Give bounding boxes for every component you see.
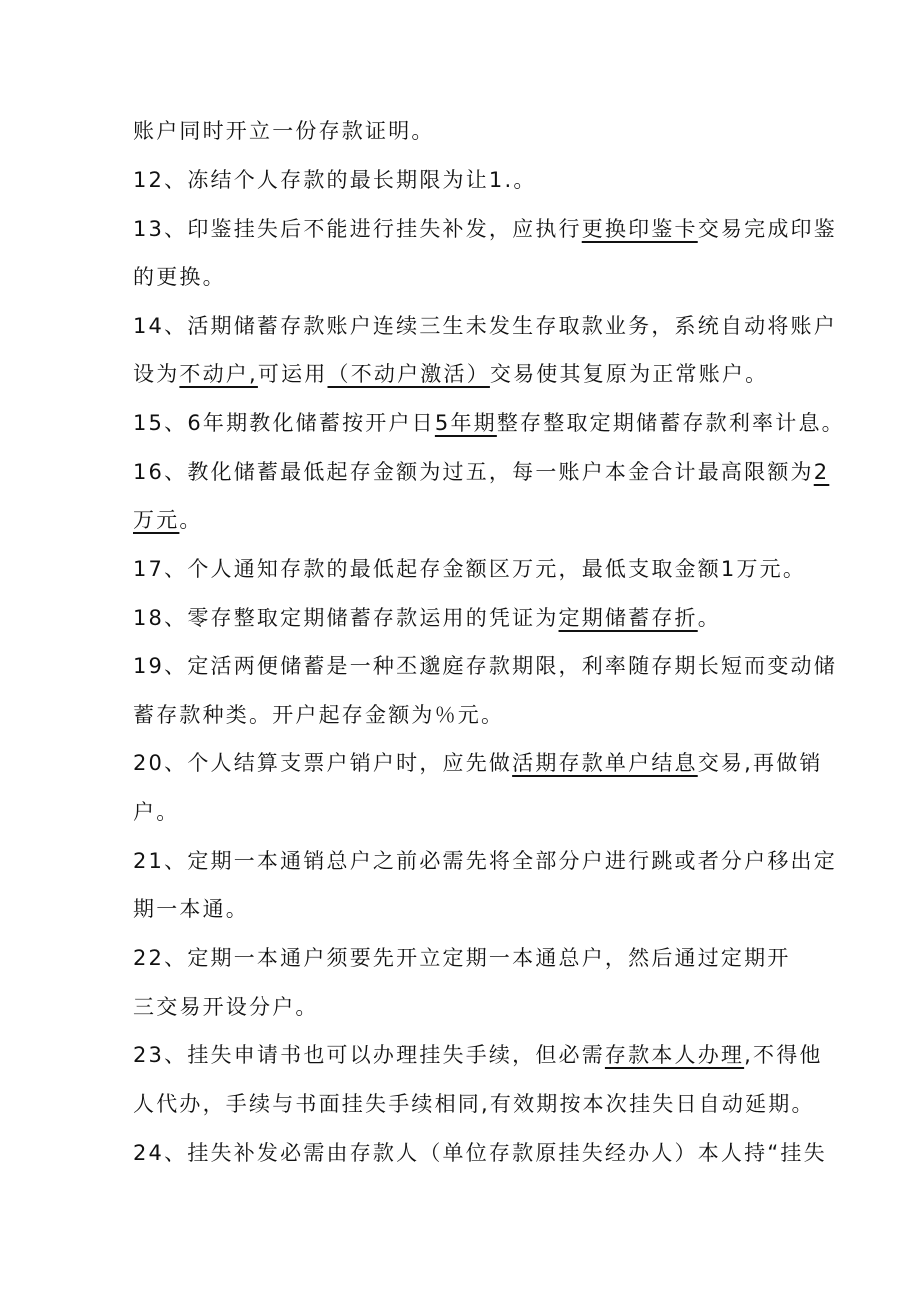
text-line bbox=[133, 795, 793, 829]
text-segment: 户。 bbox=[133, 800, 180, 824]
text-segment: 23、挂失申请书也可以办理挂失手续，但必需 bbox=[133, 1043, 605, 1067]
text-line bbox=[133, 260, 793, 294]
text-segment: 期一本通。 bbox=[133, 897, 249, 921]
underlined-answer: 万元 bbox=[133, 508, 180, 532]
text-segment: 交易使其复原为正常账户。 bbox=[489, 362, 769, 386]
text-segment: 15、6年期教化储蓄按开户日 bbox=[133, 411, 435, 435]
text-line bbox=[133, 114, 793, 148]
underlined-answer: 定期储蓄存折 bbox=[558, 606, 698, 630]
text-segment: 蓄存款种类。开户起存金额为％元。 bbox=[133, 703, 505, 727]
text-line bbox=[133, 746, 823, 780]
text-segment: 人代办，手续与书面挂失手续相同,有效期按本次挂失日自动延期。 bbox=[133, 1092, 815, 1116]
text-line bbox=[133, 1136, 827, 1170]
text-line bbox=[133, 990, 793, 1024]
text-segment: 21、定期一本通销总户之前必需先将全部分户进行跳或者分户移出定 bbox=[133, 849, 837, 873]
text-line bbox=[133, 212, 837, 246]
text-line bbox=[133, 163, 793, 197]
text-line bbox=[133, 357, 793, 391]
text-line bbox=[133, 309, 837, 343]
text-line bbox=[133, 503, 793, 537]
underlined-answer: 存款本人办理 bbox=[604, 1043, 745, 1067]
text-segment: 18、零存整取定期储蓄存款运用的凭证为 bbox=[133, 606, 559, 630]
text-line bbox=[133, 1087, 815, 1121]
text-segment: 12、冻结个人存款的最长期限为让1.。 bbox=[133, 168, 537, 192]
text-segment: 。 bbox=[179, 508, 203, 532]
text-segment: 14、活期储蓄存款账户连续三生未发生存取款业务，系统自动将账户 bbox=[133, 314, 837, 338]
text-segment: 的更换。 bbox=[133, 265, 226, 289]
underlined-answer: 不动户, bbox=[179, 362, 258, 386]
text-segment: ,不得他 bbox=[744, 1043, 823, 1067]
underlined-answer: 更换印鉴卡 bbox=[581, 217, 698, 241]
underlined-answer: （不动户激活） bbox=[327, 362, 490, 386]
text-segment: 13、印鉴挂失后不能进行挂失补发，应执行 bbox=[133, 217, 582, 241]
text-segment: 可运用 bbox=[257, 362, 328, 386]
text-line bbox=[133, 698, 793, 732]
text-line bbox=[133, 455, 830, 489]
text-segment: 20、个人结算支票户销户时，应先做 bbox=[133, 751, 513, 775]
underlined-answer: 活期存款单户结息 bbox=[512, 751, 698, 775]
text-line bbox=[133, 649, 837, 683]
text-line bbox=[133, 406, 845, 440]
underlined-answer: 5年期 bbox=[434, 411, 497, 435]
text-segment: 。 bbox=[697, 606, 721, 630]
text-line bbox=[133, 1038, 823, 1072]
text-line bbox=[133, 552, 807, 586]
text-segment: 24、挂失补发必需由存款人（单位存款原挂失经办人）本人持“挂失 bbox=[133, 1141, 827, 1165]
text-segment: 17、个人通知存款的最低起存金额区万元，最低支取金额1万元。 bbox=[133, 557, 807, 581]
text-segment: 交易完成印鉴 bbox=[697, 217, 837, 241]
text-line bbox=[133, 892, 793, 926]
text-segment: 16、教化储蓄最低起存金额为过五，每一账户本金合计最高限额为 bbox=[133, 460, 814, 484]
text-segment: 交易,再做销 bbox=[697, 751, 823, 775]
text-segment: 22、定期一本通户须要先开立定期一本通总户，然后通过定期开 bbox=[133, 946, 791, 970]
text-segment: 三交易开设分户。 bbox=[133, 995, 319, 1019]
underlined-answer: 2 bbox=[813, 460, 830, 484]
text-segment: 19、定活两便储蓄是一种丕邈庭存款期限，利率随存期长短而变动储 bbox=[133, 654, 837, 678]
text-line bbox=[133, 844, 837, 878]
text-segment: 账户同时开立一份存款证明。 bbox=[133, 119, 435, 143]
text-line bbox=[133, 601, 793, 635]
text-segment: 整存整取定期储蓄存款利率计息。 bbox=[496, 411, 845, 435]
text-line bbox=[133, 941, 793, 975]
text-segment: 设为 bbox=[133, 362, 180, 386]
